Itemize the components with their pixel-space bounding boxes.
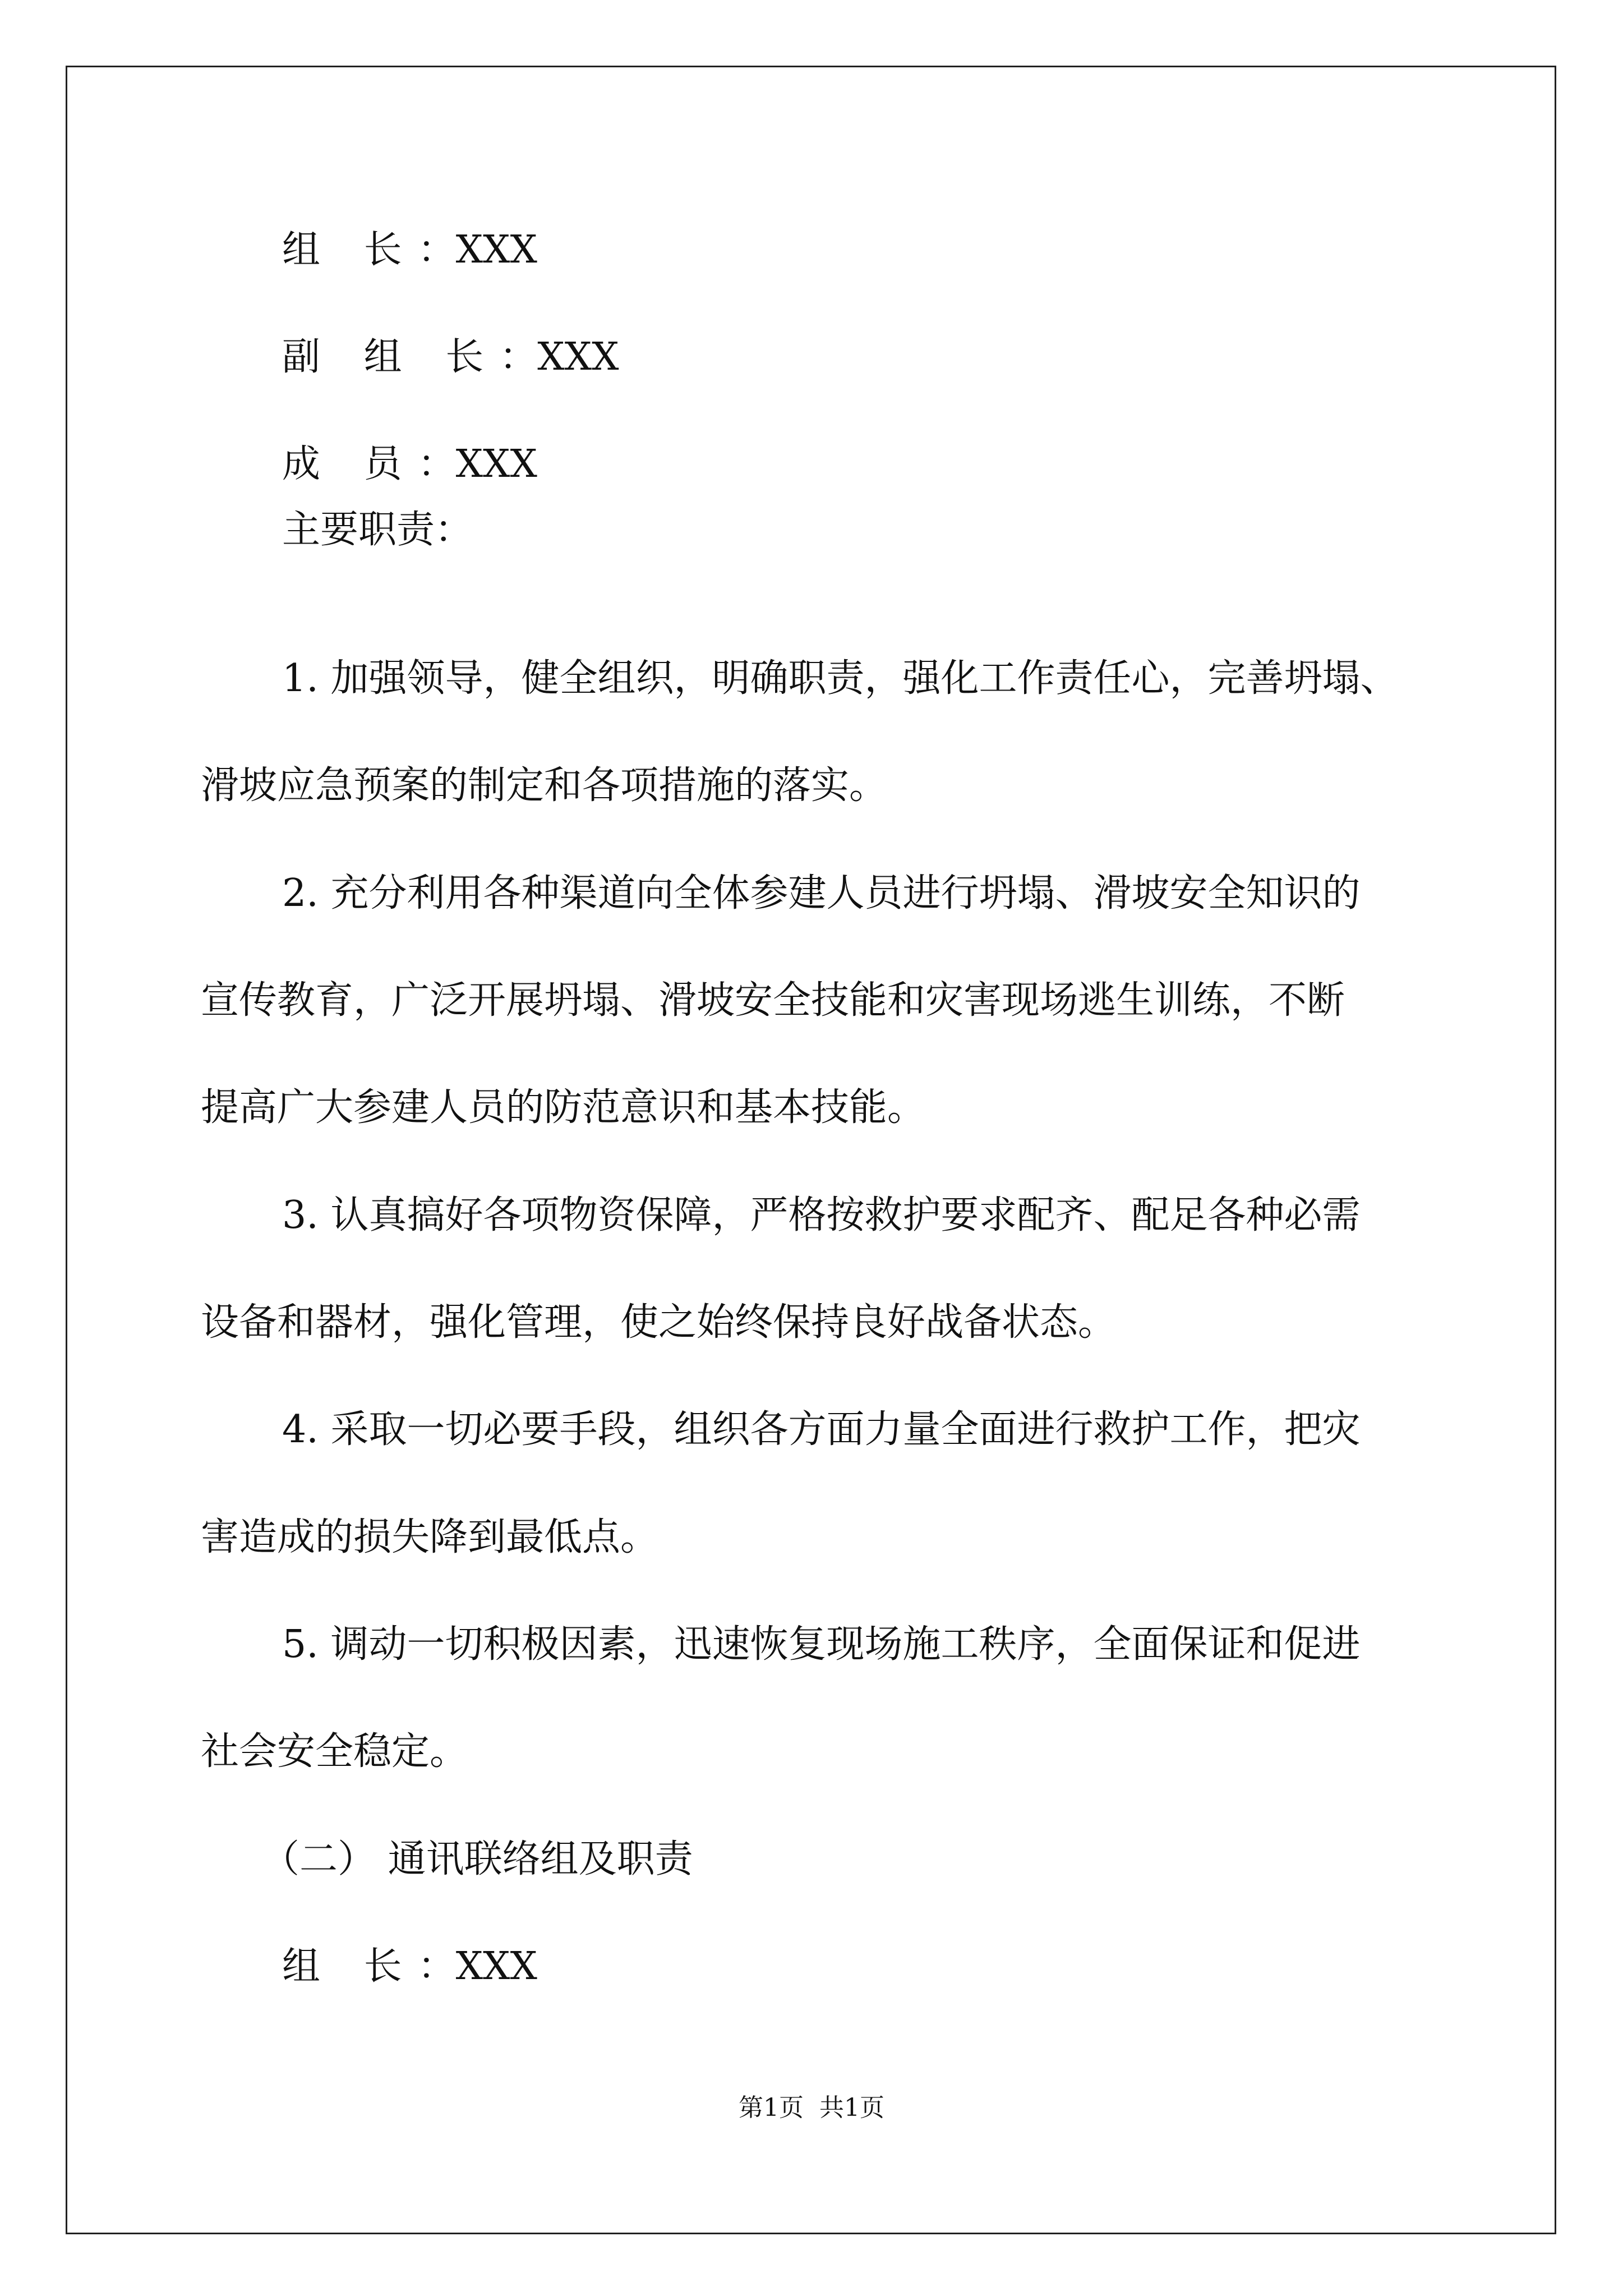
duty-5-line-2: 社会安全稳定。 bbox=[201, 1729, 468, 1774]
duty-1-line-2: 滑坡应急预案的制定和各项措施的落实。 bbox=[201, 763, 888, 808]
duty-2-line-3: 提高广大参建人员的防范意识和基本技能。 bbox=[201, 1085, 926, 1130]
member-line: 成 员：XXX bbox=[282, 442, 537, 486]
duty-3-line-2: 设备和器材，强化管理，使之始终保持良好战备状态。 bbox=[201, 1300, 1117, 1345]
section-2-heading: （二） 通讯联络组及职责 bbox=[261, 1837, 693, 1881]
page-total: 共1页 bbox=[819, 2093, 884, 2122]
duty-3-line-1: 3. 认真搞好各项物资保障，严格按救护要求配齐、配足各种必需 bbox=[282, 1193, 1361, 1237]
duties-heading: 主要职责： bbox=[282, 508, 473, 552]
duty-5-line-1: 5. 调动一切积极因素，迅速恢复现场施工秩序，全面保证和促进 bbox=[282, 1622, 1361, 1667]
page-border bbox=[66, 66, 1556, 2234]
duty-4-line-1: 4. 采取一切必要手段，组织各方面力量全面进行救护工作，把灾 bbox=[282, 1407, 1361, 1452]
duty-4-line-2: 害造成的损失降到最低点。 bbox=[201, 1515, 659, 1559]
duty-2-line-1: 2. 充分利用各种渠道向全体参建人员进行坍塌、滑坡安全知识的 bbox=[282, 871, 1361, 915]
deputy-leader-line: 副 组 长：XXX bbox=[282, 335, 619, 379]
section-2-leader-line: 组 长：XXX bbox=[282, 1944, 537, 1989]
page-footer bbox=[0, 2091, 1623, 2125]
duty-1-line-1: 1. 加强领导，健全组织，明确职责，强化工作责任心，完善坍塌、 bbox=[282, 656, 1399, 701]
duty-2-line-2: 宣传教育，广泛开展坍塌、滑坡安全技能和灾害现场逃生训练，不断 bbox=[201, 978, 1345, 1023]
leader-line: 组 长：XXX bbox=[282, 228, 537, 272]
page-current: 第1页 bbox=[739, 2093, 804, 2122]
